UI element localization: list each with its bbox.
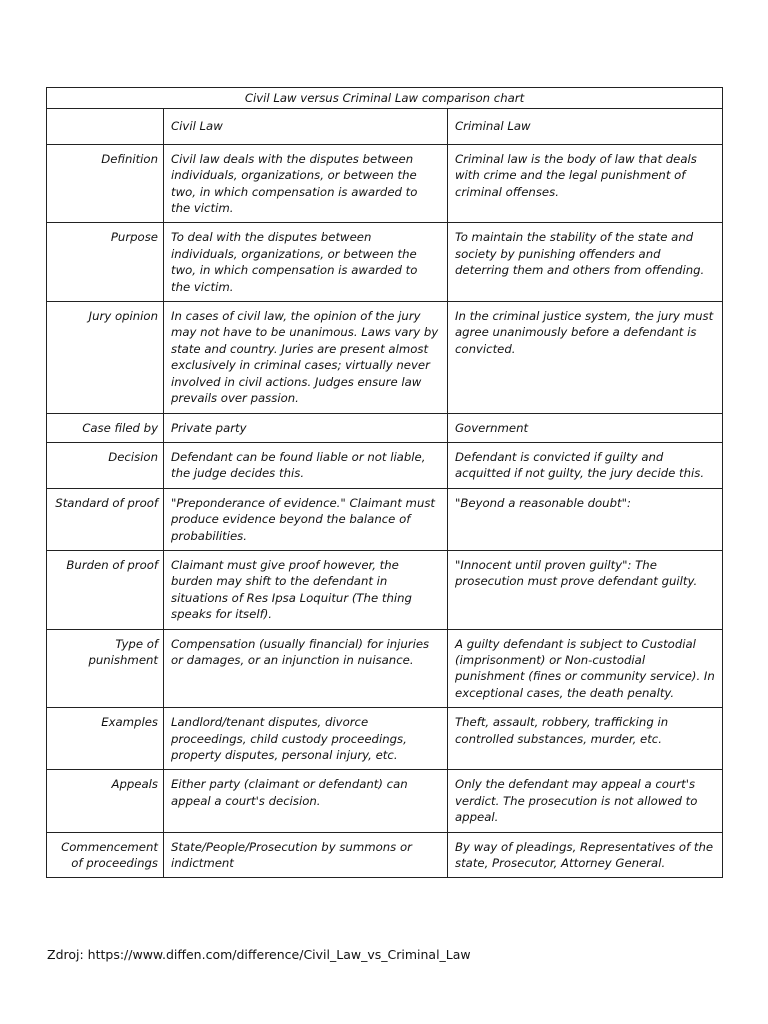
- table-row: [47, 442, 723, 488]
- table-row: [47, 223, 723, 302]
- table-row: [47, 488, 723, 550]
- criminal-cell: Government: [448, 413, 723, 442]
- table-row: [47, 413, 723, 442]
- criminal-cell: "Beyond a reasonable doubt":: [448, 488, 723, 550]
- table-title: Civil Law versus Criminal Law comparison chart: [47, 88, 723, 109]
- criminal-cell: To maintain the stability of the state and society by punishing offenders and deterring them and others from offending.: [448, 223, 723, 302]
- civil-cell: Landlord/tenant disputes, divorce proceedings, child custody proceedings, property disputes, personal injury, etc.: [164, 708, 448, 770]
- civil-cell: State/People/Prosecution by summons or indictment: [164, 832, 448, 878]
- civil-cell: Either party (claimant or defendant) can appeal a court's decision.: [164, 770, 448, 832]
- row-label: Decision: [47, 442, 164, 488]
- row-label: Purpose: [47, 223, 164, 302]
- table-row: [47, 708, 723, 770]
- comparison-chart: [46, 87, 722, 878]
- header-empty-cell: [47, 109, 164, 144]
- table-header-row: [47, 109, 723, 144]
- civil-cell: In cases of civil law, the opinion of the jury may not have to be unanimous. Laws vary by state and country. Juries are present almost exclusively in criminal cases; virtually never involved in civil actions. Judges ensure law prevails over passion.: [164, 302, 448, 413]
- table-row: [47, 770, 723, 832]
- comparison-table: [46, 87, 723, 878]
- criminal-cell: Theft, assault, robbery, trafficking in controlled substances, murder, etc.: [448, 708, 723, 770]
- row-label: Burden of proof: [47, 550, 164, 629]
- table-row: [47, 629, 723, 708]
- civil-cell: Defendant can be found liable or not liable, the judge decides this.: [164, 442, 448, 488]
- table-title-row: [47, 88, 723, 109]
- header-civil-law: Civil Law: [164, 109, 448, 144]
- civil-cell: Private party: [164, 413, 448, 442]
- row-label: Type of punishment: [47, 629, 164, 708]
- civil-cell: To deal with the disputes between individuals, organizations, or between the two, in which compensation is awarded to the victim.: [164, 223, 448, 302]
- row-label: Case filed by: [47, 413, 164, 442]
- table-row: [47, 550, 723, 629]
- row-label: Appeals: [47, 770, 164, 832]
- table-row: [47, 144, 723, 223]
- table-row: [47, 832, 723, 878]
- criminal-cell: A guilty defendant is subject to Custodial (imprisonment) or Non-custodial punishment (fines or community service). In exceptional cases, the death penalty.: [448, 629, 723, 708]
- criminal-cell: Criminal law is the body of law that deals with crime and the legal punishment of criminal offenses.: [448, 144, 723, 223]
- row-label: Examples: [47, 708, 164, 770]
- row-label: Standard of proof: [47, 488, 164, 550]
- source-citation: Zdroj: https://www.diffen.com/difference/Civil_Law_vs_Criminal_Law: [47, 947, 471, 962]
- criminal-cell: In the criminal justice system, the jury must agree unanimously before a defendant is convicted.: [448, 302, 723, 413]
- table-row: [47, 302, 723, 413]
- criminal-cell: Defendant is convicted if guilty and acquitted if not guilty, the jury decide this.: [448, 442, 723, 488]
- civil-cell: Civil law deals with the disputes between individuals, organizations, or between the two, in which compensation is awarded to the victim.: [164, 144, 448, 223]
- criminal-cell: Only the defendant may appeal a court's verdict. The prosecution is not allowed to appeal.: [448, 770, 723, 832]
- civil-cell: Compensation (usually financial) for injuries or damages, or an injunction in nuisance.: [164, 629, 448, 708]
- row-label: Definition: [47, 144, 164, 223]
- header-criminal-law: Criminal Law: [448, 109, 723, 144]
- criminal-cell: "Innocent until proven guilty": The prosecution must prove defendant guilty.: [448, 550, 723, 629]
- criminal-cell: By way of pleadings, Representatives of the state, Prosecutor, Attorney General.: [448, 832, 723, 878]
- row-label: Jury opinion: [47, 302, 164, 413]
- civil-cell: "Preponderance of evidence." Claimant must produce evidence beyond the balance of probabilities.: [164, 488, 448, 550]
- civil-cell: Claimant must give proof however, the burden may shift to the defendant in situations of Res Ipsa Loquitur (The thing speaks for itself).: [164, 550, 448, 629]
- row-label: Commencement of proceedings: [47, 832, 164, 878]
